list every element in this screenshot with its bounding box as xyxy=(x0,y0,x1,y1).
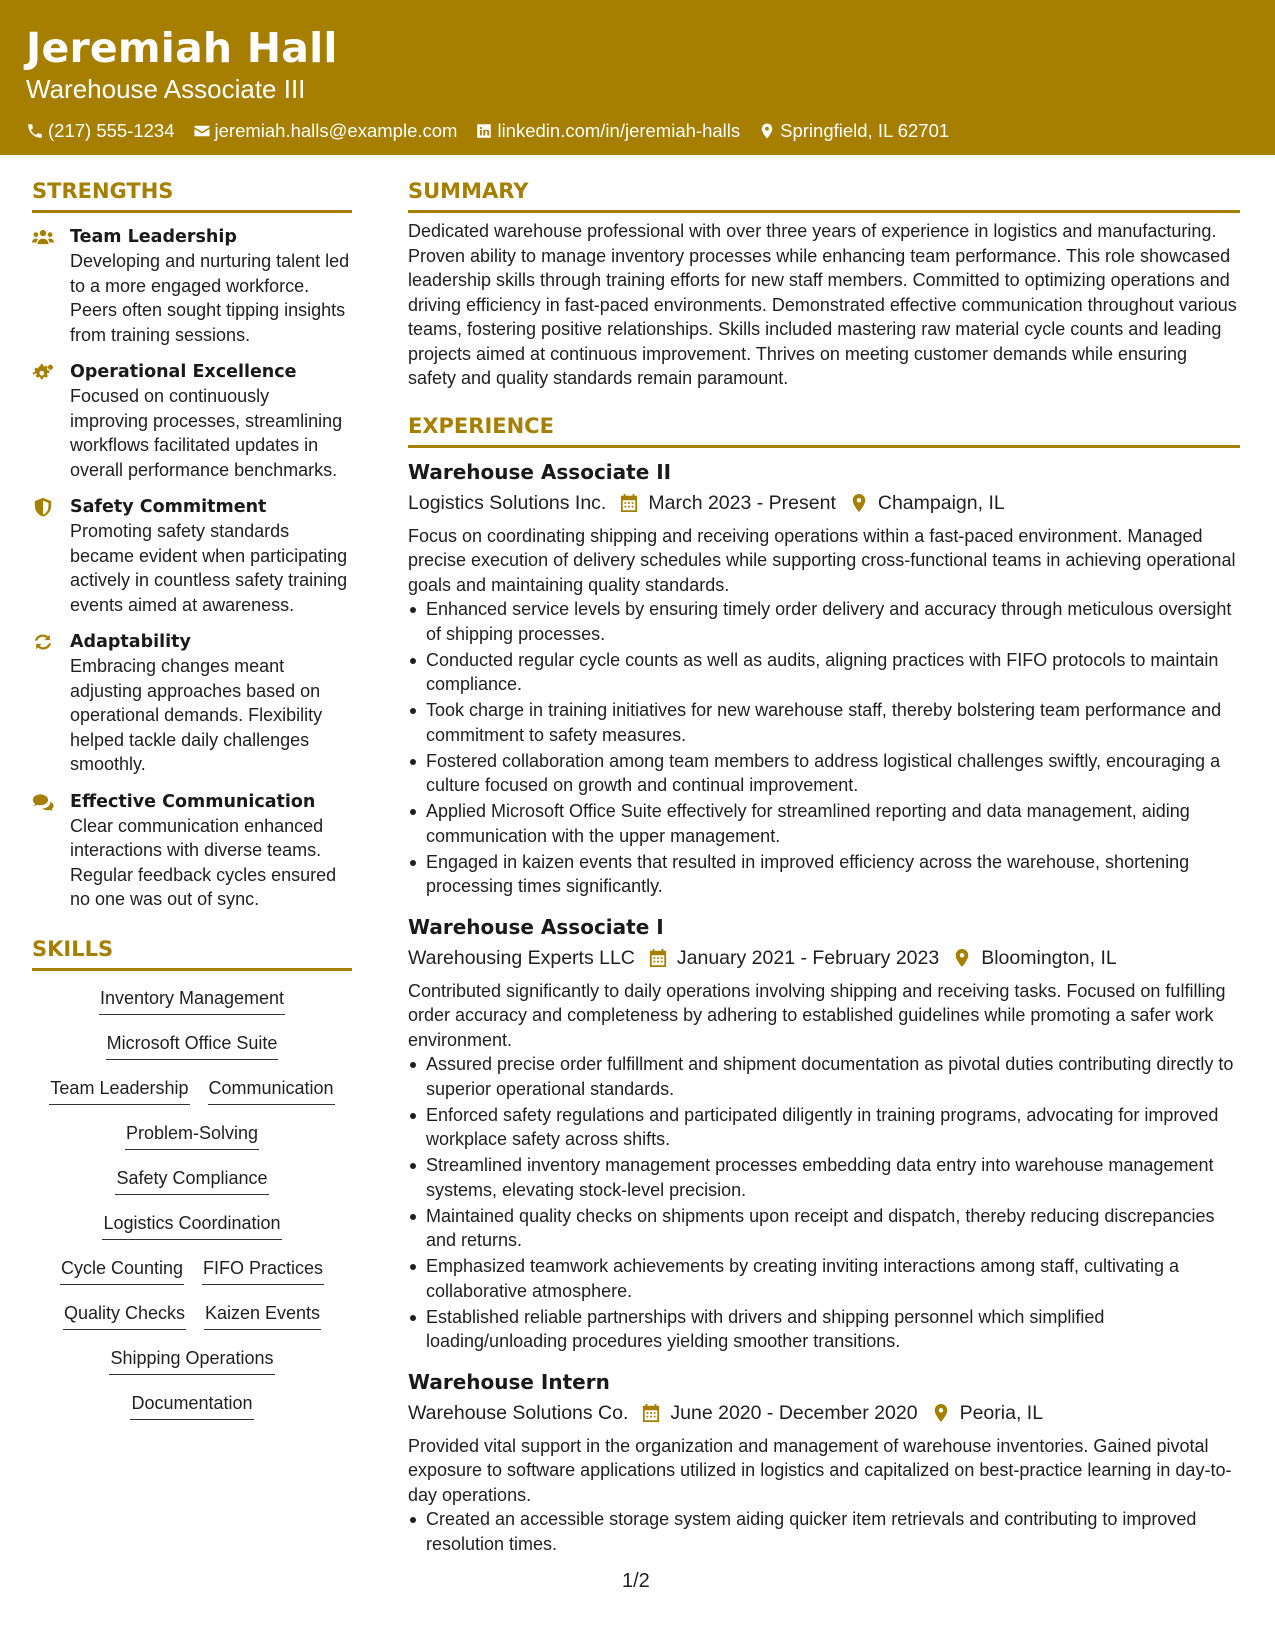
strength-desc: Embracing changes meant adjusting approaches based on operational demands. Flexibility helped tackle daily challenges smoothly. xyxy=(70,656,323,774)
skill-row xyxy=(115,1165,268,1210)
map-pin-icon xyxy=(758,122,776,140)
job-company: Warehousing Experts LLC xyxy=(408,946,635,969)
skill-tag: Documentation xyxy=(130,1390,253,1420)
strength-desc: Clear communication enhanced interactions with diverse teams. Regular feedback cycles ensured no one was out of sync. xyxy=(70,815,337,909)
strength-item xyxy=(32,225,352,347)
skill-row xyxy=(106,1030,279,1075)
bullet-item: Enhanced service levels by ensuring timely order delivery and accuracy through meticulous oversight of shipping processes. xyxy=(408,597,1240,646)
skill-tag: Safety Compliance xyxy=(115,1165,268,1195)
skill-tag: Problem-Solving xyxy=(125,1120,259,1150)
job-company: Warehouse Solutions Co. xyxy=(408,1401,629,1424)
strength-title: Operational Excellence xyxy=(70,362,297,382)
skills-section xyxy=(32,934,352,1435)
skill-row xyxy=(63,1300,321,1345)
job-entry xyxy=(408,1368,1240,1557)
job-meta xyxy=(408,488,1240,518)
contact-location xyxy=(758,120,949,142)
job-description: Focus on coordinating shipping and receiving operations within a fast-paced environment. Managed precise execution of delivery schedules while supporting cross-functional teams in achieving operational goals and maintaining quality standards. xyxy=(408,525,1236,595)
comments-icon xyxy=(32,792,54,812)
job-bullets xyxy=(408,597,1240,899)
skill-row xyxy=(130,1390,253,1435)
email-link[interactable]: jeremiah.halls@example.com xyxy=(214,120,458,141)
right-column xyxy=(408,176,1240,1558)
shield-icon xyxy=(32,497,54,517)
job-dates: January 2021 - February 2023 xyxy=(676,946,940,969)
skills-list xyxy=(32,985,352,1435)
linkedin-icon xyxy=(475,122,493,140)
job-location: Peoria, IL xyxy=(959,1401,1044,1424)
strength-title: Adaptability xyxy=(70,632,191,652)
calendar-icon xyxy=(642,1403,660,1423)
skill-tag: Kaizen Events xyxy=(204,1300,321,1330)
job-description: Provided vital support in the organization and management of warehouse inventories. Gained pivotal exposure to software applications utilized in logistics and capitalized on best-practice learning in day-to-day operations. xyxy=(408,1435,1232,1505)
resume-header xyxy=(0,0,1275,155)
skill-row xyxy=(102,1210,281,1255)
skill-row xyxy=(109,1345,274,1390)
envelope-icon xyxy=(193,122,211,140)
strength-item xyxy=(32,790,352,912)
experience-section xyxy=(408,411,1240,1557)
skill-row xyxy=(125,1120,259,1165)
bullet-item: Conducted regular cycle counts as well as audits, aligning practices with FIFO protocols to maintain compliance. xyxy=(408,648,1240,697)
skill-row xyxy=(99,985,285,1030)
bullet-item: Applied Microsoft Office Suite effectively for streamlined reporting and data management, aiding communication with the upper management. xyxy=(408,799,1240,848)
contact-bar xyxy=(26,120,1249,142)
strengths-list xyxy=(32,225,352,912)
strength-desc: Focused on continuously improving processes, streamlining workflows facilitated updates in overall performance benchmarks. xyxy=(70,386,343,480)
skill-tag: Team Leadership xyxy=(49,1075,189,1105)
job-dates: June 2020 - December 2020 xyxy=(670,1401,918,1424)
map-pin-icon xyxy=(953,948,971,968)
strength-title: Team Leadership xyxy=(70,227,237,247)
experience-heading: EXPERIENCE xyxy=(408,411,1240,448)
contact-phone xyxy=(26,120,175,142)
gears-icon xyxy=(32,362,54,382)
skill-tag: Communication xyxy=(208,1075,335,1105)
left-column xyxy=(32,176,352,1435)
map-pin-icon xyxy=(932,1403,950,1423)
contact-linkedin[interactable] xyxy=(475,120,740,142)
bullet-item: Took charge in training initiatives for new warehouse staff, thereby bolstering team performance and commitment to safety measures. xyxy=(408,698,1240,747)
bullet-item: Established reliable partnerships with drivers and shipping personnel which simplified loading/unloading procedures yielding smoother transitions. xyxy=(408,1305,1240,1354)
strength-desc: Developing and nurturing talent led to a more engaged workforce. Peers often sought tipping insights from training sessions. xyxy=(70,251,350,345)
strength-item xyxy=(32,495,352,617)
contact-email[interactable] xyxy=(193,120,458,142)
skill-row xyxy=(49,1075,334,1120)
skill-tag: Microsoft Office Suite xyxy=(106,1030,279,1060)
strengths-heading: STRENGTHS xyxy=(32,176,352,213)
job-description: Contributed significantly to daily operations involving shipping and receiving tasks. Focused on fulfilling order accuracy and completeness by adhering to established guidelines while promoting a safer work environment. xyxy=(408,980,1226,1050)
strength-desc: Promoting safety standards became evident when participating actively in countless safety training events aimed at awareness. xyxy=(70,521,348,615)
bullet-item: Fostered collaboration among team members to address logistical challenges swiftly, encouraging a culture focused on growth and continual improvement. xyxy=(408,749,1240,798)
job-dates: March 2023 - Present xyxy=(648,491,836,514)
map-pin-icon xyxy=(850,493,868,513)
bullet-item: Enforced safety regulations and participated diligently in training programs, advocating for improved workplace safety across shifts. xyxy=(408,1103,1240,1152)
skill-tag: Quality Checks xyxy=(63,1300,186,1330)
strength-item xyxy=(32,360,352,482)
strength-item xyxy=(32,630,352,777)
bullet-item: Maintained quality checks on shipments upon receipt and dispatch, thereby reducing discrepancies and returns. xyxy=(408,1204,1240,1253)
bullet-item: Assured precise order fulfillment and shipment documentation as pivotal duties contributing directly to superior operational standards. xyxy=(408,1052,1240,1101)
candidate-title: Warehouse Associate III xyxy=(26,74,306,104)
skill-row xyxy=(60,1255,324,1300)
calendar-icon xyxy=(620,493,638,513)
skill-tag: Cycle Counting xyxy=(60,1255,184,1285)
calendar-icon xyxy=(649,948,667,968)
skill-tag: Logistics Coordination xyxy=(102,1210,281,1240)
job-company: Logistics Solutions Inc. xyxy=(408,491,607,514)
skill-tag: Shipping Operations xyxy=(109,1345,274,1375)
job-title: Warehouse Intern xyxy=(408,1369,610,1394)
job-title: Warehouse Associate I xyxy=(408,914,664,939)
strength-title: Safety Commitment xyxy=(70,497,267,517)
phone-text: (217) 555-1234 xyxy=(48,120,175,141)
bullet-item: Engaged in kaizen events that resulted in improved efficiency across the warehouse, shortening processing times significantly. xyxy=(408,850,1240,899)
summary-text: Dedicated warehouse professional with over three years of experience in logistics and manufacturing. Proven ability to manage inventory processes while enhancing team performance. This role showcased leadership skills through training efforts for new staff members. Committed to optimizing operations and driving efficiency in fast-paced environments. Demonstrated effective communication throughout various teams, fostering positive relationships. Skills included mastering raw material cycle counts and leading projects aimed at continuous improvement. Thrives on meeting customer demands while ensuring safety and quality standards remain paramount. xyxy=(408,221,1237,388)
job-meta xyxy=(408,943,1240,973)
job-location: Champaign, IL xyxy=(877,491,1005,514)
job-entry xyxy=(408,913,1240,1354)
bullet-item: Streamlined inventory management processes embedding data entry into warehouse management systems, elevating stock-level precision. xyxy=(408,1153,1240,1202)
summary-heading: SUMMARY xyxy=(408,176,1240,213)
job-bullets xyxy=(408,1507,1240,1556)
bullet-item: Emphasized teamwork achievements by creating inviting interactions among staff, cultivating a collaborative atmosphere. xyxy=(408,1254,1240,1303)
linkedin-link[interactable]: linkedin.com/in/jeremiah-halls xyxy=(497,120,741,141)
skill-tag: FIFO Practices xyxy=(202,1255,324,1285)
bullet-item: Created an accessible storage system aiding quicker item retrievals and contributing to improved resolution times. xyxy=(408,1507,1240,1556)
location-text: Springfield, IL 62701 xyxy=(780,120,950,141)
skills-heading: SKILLS xyxy=(32,934,352,971)
job-bullets xyxy=(408,1052,1240,1354)
job-entry xyxy=(408,458,1240,899)
page-number: 1/2 xyxy=(622,1570,650,1592)
skill-tag: Inventory Management xyxy=(99,985,285,1015)
job-title: Warehouse Associate II xyxy=(408,459,672,484)
phone-icon xyxy=(26,122,44,140)
users-icon xyxy=(32,227,54,247)
job-location: Bloomington, IL xyxy=(981,946,1117,969)
strength-title: Effective Communication xyxy=(70,791,316,812)
job-meta xyxy=(408,1398,1240,1428)
candidate-name: Jeremiah Hall xyxy=(26,24,338,72)
sync-icon xyxy=(32,632,54,652)
